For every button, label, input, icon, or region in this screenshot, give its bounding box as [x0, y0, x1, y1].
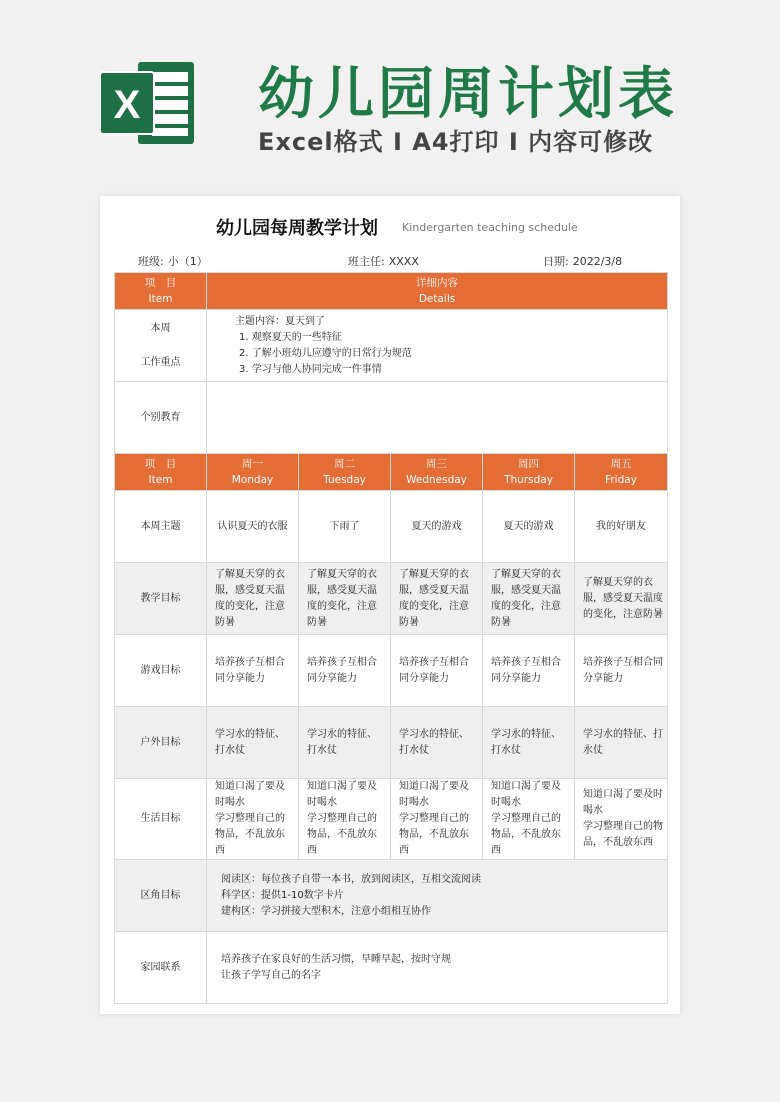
theme-friday: 我的好朋友: [575, 491, 668, 563]
day-en: Tuesday: [323, 474, 366, 486]
individual-row: [115, 382, 668, 454]
details-header-cn: 详细内容: [416, 277, 459, 289]
document-page: [100, 196, 680, 1014]
day-en: Monday: [231, 474, 274, 486]
banner-subtitle: Excel格式 I A4打印 I 内容可修改: [258, 128, 654, 156]
theme-tuesday: 下雨了: [299, 491, 391, 563]
teaching-thursday: 了解夏天穿的衣服，感受夏天温度的变化，注意防暑: [483, 563, 575, 635]
class-value: 小（1）: [167, 255, 208, 268]
document-title: 幼儿园每周教学计划: [216, 218, 378, 239]
focus-line-2: 2. 了解小班幼儿应遵守的日常行为规范: [239, 347, 412, 359]
item-header-cell-2: [115, 454, 207, 491]
excel-logo-icon: [100, 58, 196, 148]
day-cn: 周二: [334, 458, 355, 470]
focus-label-b: 工作重点: [140, 356, 181, 368]
focus-line-1: 1. 观察夏天的一些特征: [239, 331, 342, 343]
date-value: 2022/3/8: [572, 255, 623, 268]
day-en: Friday: [605, 474, 637, 486]
banner: [0, 0, 780, 190]
item-header-en: Item: [148, 293, 173, 305]
teaching-friday: 了解夏天穿的衣服，感受夏天温度的变化，注意防暑: [575, 563, 668, 635]
day-cn: 周五: [610, 458, 632, 470]
day-cn: 周四: [518, 458, 539, 470]
item-header-cn-2: 项 目: [144, 458, 177, 470]
header-row-details: [115, 273, 668, 310]
date-info: [543, 253, 622, 269]
details-header-cell: [207, 273, 668, 310]
excel-logo-letter: X: [113, 83, 141, 127]
day-header-thursday: [483, 454, 575, 491]
outdoor-label: 户外目标: [115, 707, 207, 779]
area-line-2: 科学区：提供1-10数字卡片: [221, 889, 344, 901]
teaching-tuesday: 了解夏天穿的衣服，感受夏天温度的变化，注意防暑: [299, 563, 391, 635]
teacher-info: [348, 253, 419, 269]
teaching-label: 教学目标: [115, 563, 207, 635]
home-line-2: 让孩子学写自己的名字: [221, 969, 321, 981]
focus-label-cell: [115, 310, 207, 382]
area-row: [115, 860, 668, 932]
theme-row: [115, 491, 668, 563]
class-info: [138, 253, 208, 269]
home-line-1: 培养孩子在家良好的生活习惯，早睡早起，按时守规: [221, 953, 451, 965]
date-label: 日期:: [543, 255, 569, 268]
header-row-days: [115, 454, 668, 491]
focus-line-3: 3. 学习与他人协同完成一件事情: [239, 363, 382, 375]
life-tuesday: 知道口渴了要及时喝水 学习整理自己的物品，不乱放东西: [299, 779, 391, 860]
day-cn: 周三: [426, 458, 447, 470]
life-friday: 知道口渴了要及时喝水 学习整理自己的物品，不乱放东西: [575, 779, 668, 860]
focus-content-cell: [207, 310, 668, 382]
home-row: [115, 932, 668, 1004]
life-wednesday: 知道口渴了要及时喝水 学习整理自己的物品，不乱放东西: [391, 779, 483, 860]
life-thursday: 知道口渴了要及时喝水 学习整理自己的物品，不乱放东西: [483, 779, 575, 860]
item-header-en-2: Item: [148, 474, 173, 486]
document-title-en: Kindergarten teaching schedule: [402, 221, 578, 234]
game-tuesday: 培养孩子互相合同分享能力: [299, 635, 391, 707]
teacher-value: XXXX: [388, 255, 419, 268]
game-row: [115, 635, 668, 707]
life-row: [115, 779, 668, 860]
game-monday: 培养孩子互相合同分享能力: [207, 635, 299, 707]
teaching-monday: 了解夏天穿的衣服，感受夏天温度的变化，注意防暑: [207, 563, 299, 635]
outdoor-tuesday: 学习水的特征、打水仗: [299, 707, 391, 779]
area-content: [207, 860, 668, 932]
day-header-tuesday: [299, 454, 391, 491]
game-label: 游戏目标: [115, 635, 207, 707]
outdoor-row: [115, 707, 668, 779]
item-header-cell: [115, 273, 207, 310]
item-header-cn: 项 目: [144, 277, 177, 289]
home-label: 家园联系: [115, 932, 207, 1004]
outdoor-monday: 学习水的特征、打水仗: [207, 707, 299, 779]
teacher-label: 班主任:: [348, 255, 385, 268]
game-wednesday: 培养孩子互相合同分享能力: [391, 635, 483, 707]
day-header-monday: [207, 454, 299, 491]
focus-label-a: 本周: [150, 322, 171, 334]
theme-wednesday: 夏天的游戏: [391, 491, 483, 563]
day-en: Wednesday: [406, 474, 467, 486]
game-friday: 培养孩子互相合同分享能力: [575, 635, 668, 707]
area-line-1: 阅读区：每位孩子自带一本书，放到阅读区，互相交流阅读: [221, 873, 481, 885]
theme-monday: 认识夏天的衣服: [207, 491, 299, 563]
individual-content-cell: [207, 382, 668, 454]
outdoor-friday: 学习水的特征、打水仗: [575, 707, 668, 779]
individual-label: 个别教育: [115, 382, 207, 454]
day-cn: 周一: [242, 458, 263, 470]
outdoor-thursday: 学习水的特征、打水仗: [483, 707, 575, 779]
focus-theme: 主题内容：夏天到了: [235, 315, 325, 327]
schedule-table: [114, 272, 668, 1004]
theme-label: 本周主题: [115, 491, 207, 563]
area-label: 区角目标: [115, 860, 207, 932]
banner-title: 幼儿园周计划表: [258, 62, 678, 127]
outdoor-wednesday: 学习水的特征、打水仗: [391, 707, 483, 779]
day-header-friday: [575, 454, 668, 491]
life-label: 生活目标: [115, 779, 207, 860]
class-label: 班级:: [138, 255, 164, 268]
life-monday: 知道口渴了要及时喝水 学习整理自己的物品，不乱放东西: [207, 779, 299, 860]
home-content: [207, 932, 668, 1004]
teaching-row: [115, 563, 668, 635]
focus-row: [115, 310, 668, 382]
day-header-wednesday: [391, 454, 483, 491]
area-line-3: 建构区：学习拼接大型积木，注意小组相互协作: [221, 905, 431, 917]
theme-thursday: 夏天的游戏: [483, 491, 575, 563]
details-header-en: Details: [418, 293, 456, 305]
game-thursday: 培养孩子互相合同分享能力: [483, 635, 575, 707]
day-en: Thursday: [504, 474, 553, 486]
teaching-wednesday: 了解夏天穿的衣服，感受夏天温度的变化，注意防暑: [391, 563, 483, 635]
